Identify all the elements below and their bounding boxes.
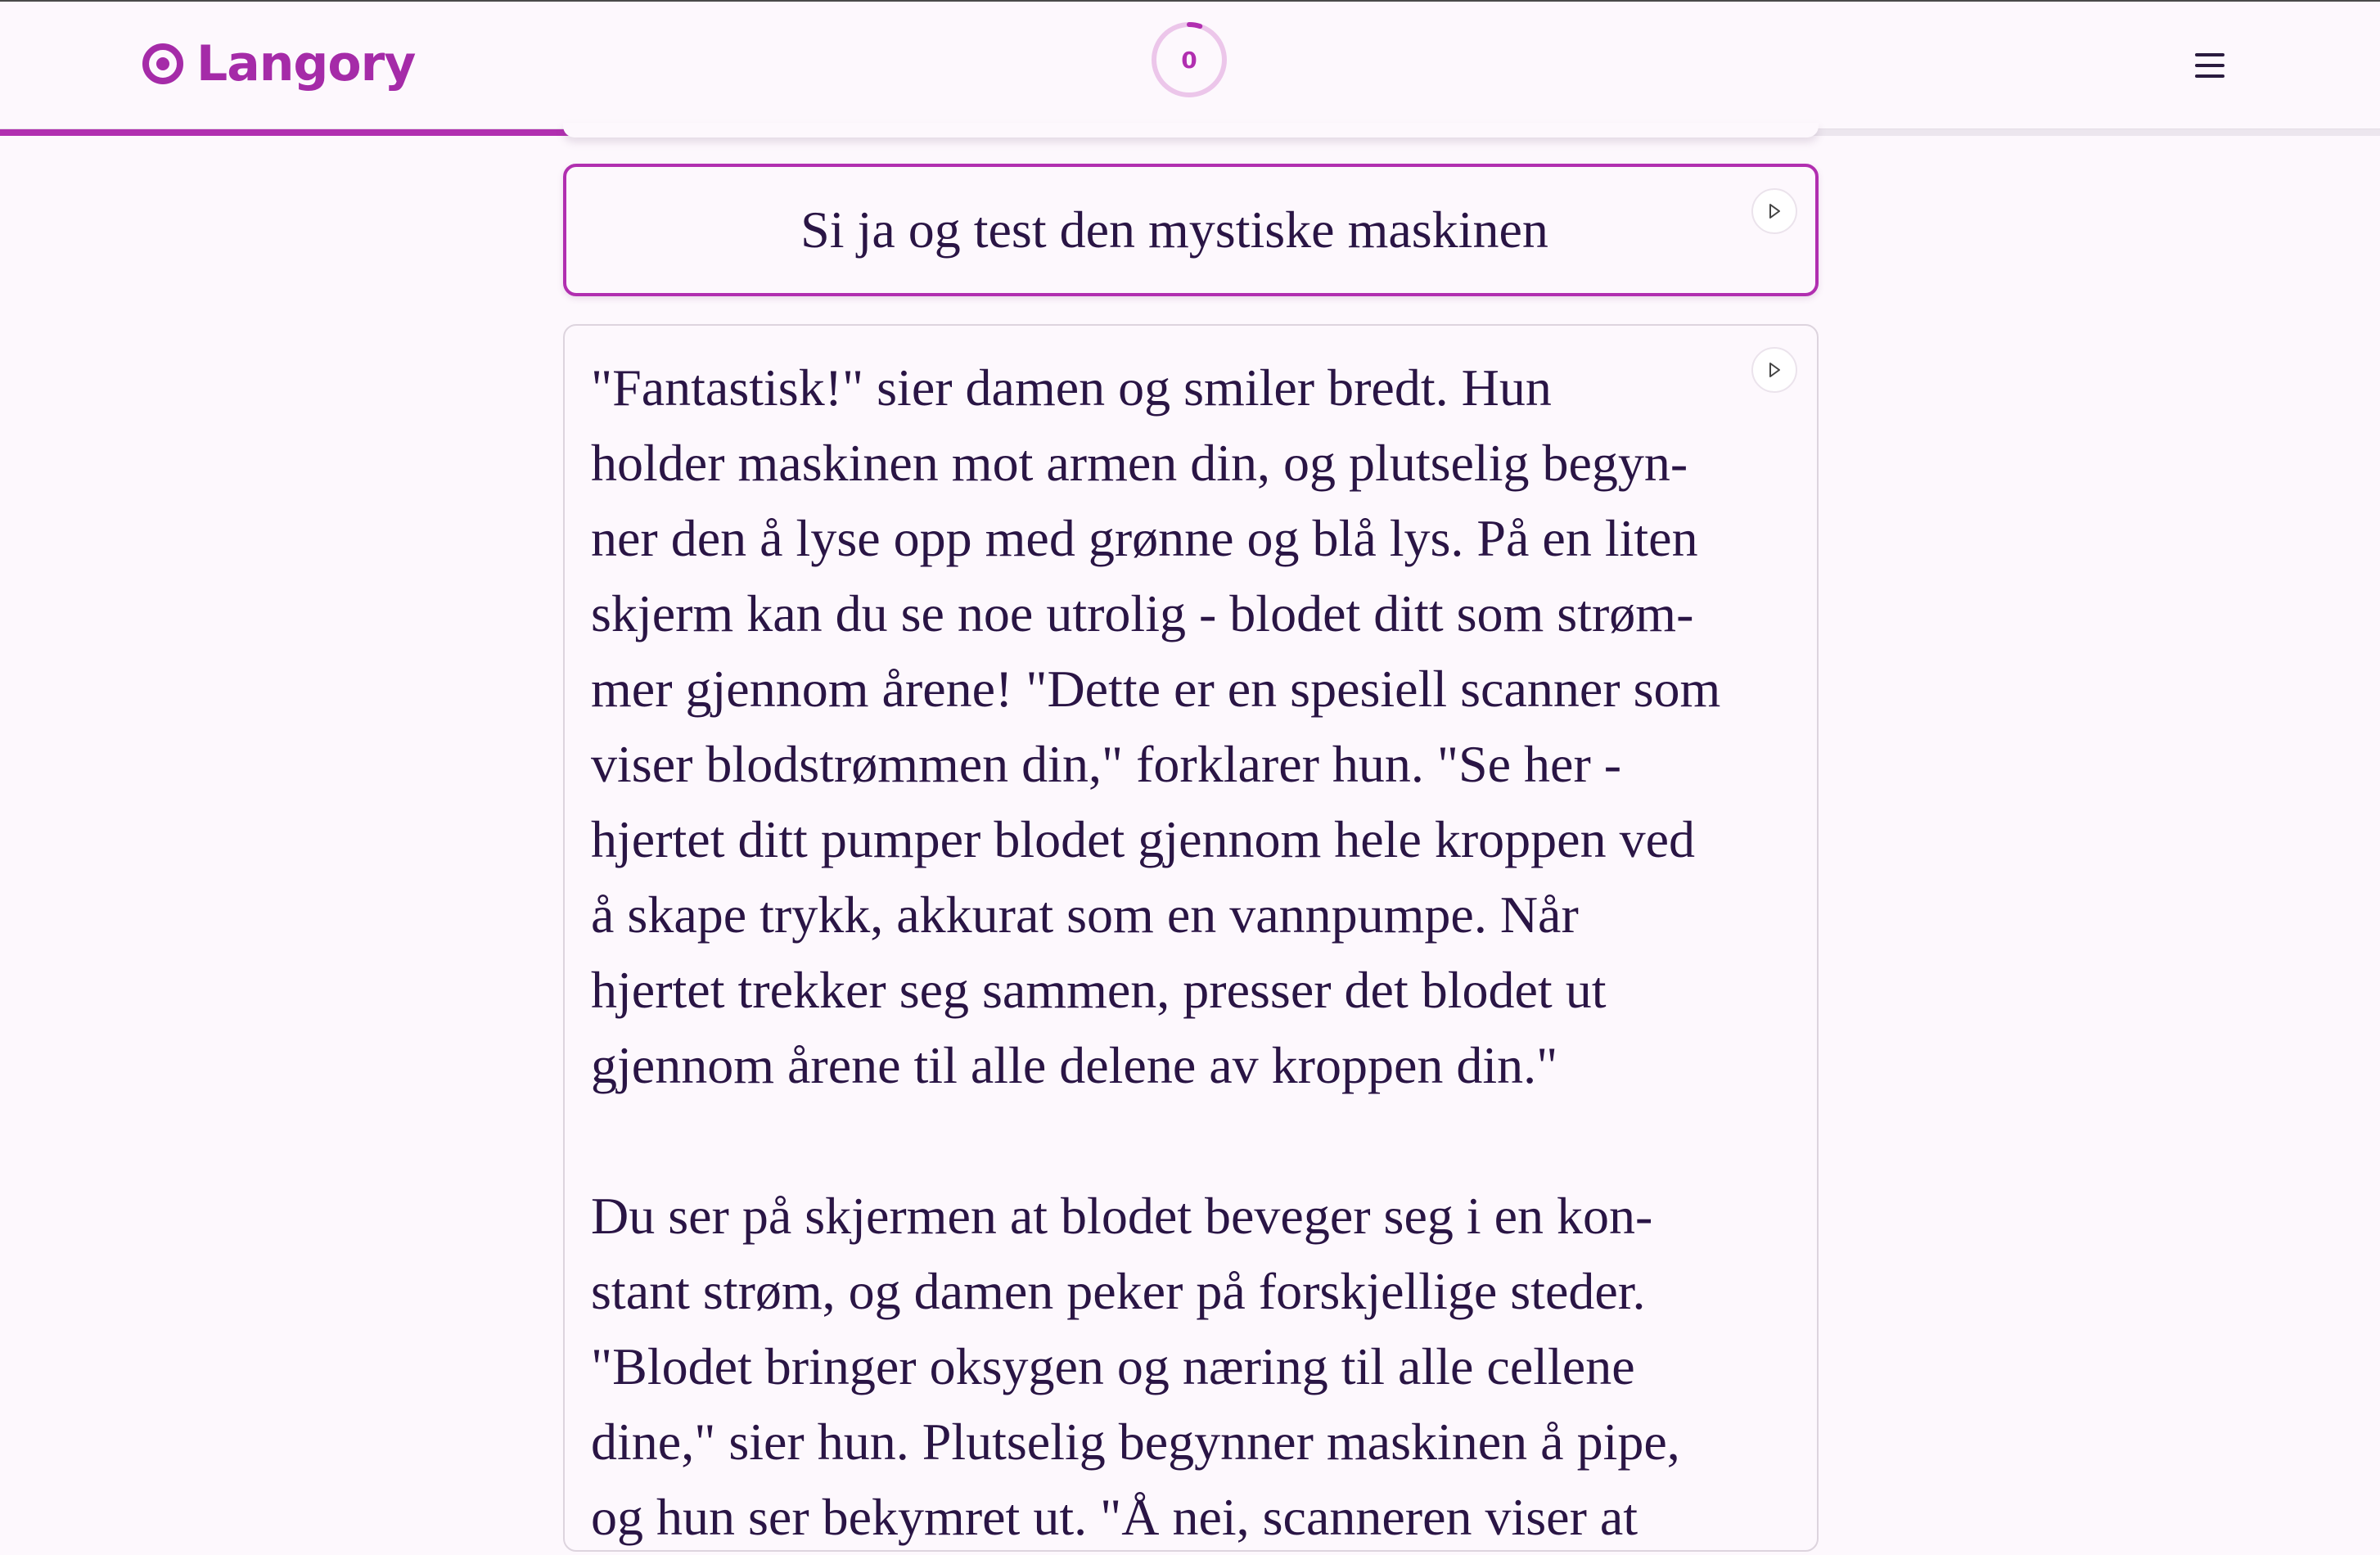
story-text — [591, 350, 1786, 1555]
choice-option-card[interactable] — [563, 164, 1819, 296]
story-card — [563, 324, 1819, 1552]
story-line: Du ser på skjermen at blodet beveger seg i en kon- — [591, 1187, 1653, 1245]
choice-play-button[interactable] — [1751, 188, 1797, 234]
story-paragraph — [591, 350, 1786, 1103]
story-line: "Fantastisk!" sier damen og smiler bredt. Hun — [591, 358, 1552, 417]
score-value: 0 — [1181, 46, 1197, 74]
top-navigation-bar — [0, 0, 2380, 129]
story-line: ner den å lyse opp med grønne og blå lys. På en liten — [591, 509, 1698, 567]
story-line: hjertet ditt pumper blodet gjennom hele kroppen ved — [591, 810, 1695, 868]
story-line: viser blodstrømmen din," forklarer hun. "Se her - — [591, 735, 1622, 793]
story-line: mer gjennom årene! "Dette er en spesiell scanner som — [591, 660, 1721, 718]
story-line: å skape trykk, akkurat som en vannpumpe. Når — [591, 886, 1579, 944]
choice-text: Si ja og test den mystiske maskinen — [800, 201, 1548, 259]
story-line: og hun ser bekymret ut. "Å nei, scanneren viser at — [591, 1488, 1639, 1546]
previous-card-edge — [563, 123, 1819, 137]
logo-target-icon — [142, 43, 183, 84]
story-line: holder maskinen mot armen din, og plutselig begyn- — [591, 434, 1688, 492]
brand-name: Langory — [196, 35, 416, 92]
story-paragraph — [591, 1179, 1786, 1555]
story-line: skjerm kan du se noe utrolig - blodet ditt som strøm- — [591, 584, 1694, 642]
story-line: "Blodet bringer oksygen og næring til alle cellene — [591, 1337, 1635, 1395]
lesson-progress-fill — [0, 129, 642, 136]
story-line: gjennom årene til alle delene av kroppen din." — [591, 1036, 1558, 1094]
score-indicator — [1149, 20, 1229, 100]
hamburger-menu-icon[interactable] — [2177, 41, 2243, 90]
brand-logo[interactable] — [142, 31, 415, 97]
story-line: hjertet trekker seg sammen, presser det blodet ut — [591, 961, 1607, 1019]
play-icon — [1766, 202, 1783, 220]
story-line: dine," sier hun. Plutselig begynner maskinen å pipe, — [591, 1413, 1680, 1471]
story-line: stant strøm, og damen peker på forskjellige steder. — [591, 1262, 1646, 1320]
